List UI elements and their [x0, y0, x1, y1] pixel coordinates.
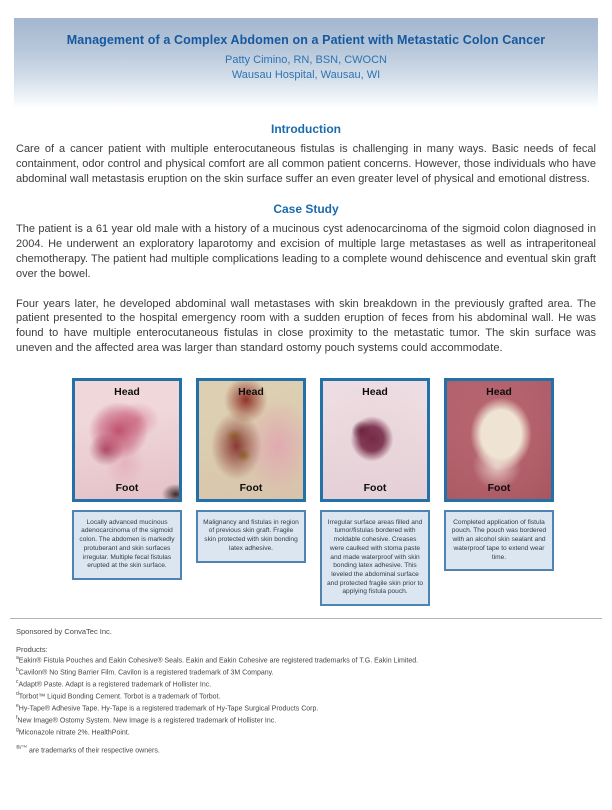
figure-caption-4: Completed application of fistula pouch. The pouch was bordered with an alcohol skin sealant and waterproof tape to extend wear time.	[444, 510, 554, 572]
poster-body	[16, 122, 596, 356]
trademark-symbols: ®/™	[16, 745, 28, 752]
foot-label: Foot	[239, 481, 263, 494]
products-heading: Products:	[16, 645, 48, 655]
case-study-paragraph-1: The patient is a 61 year old male with a history of a mucinous cyst adenocarcinoma of the sigmoid colon diagnosed in 2004. He underwent an exploratory laparotomy and excision of multiple large metastases as well as intraperitoneal chemotherapy. The patient had multiple complications leading to a complete wound dehiscence and eventual skin graft over the bowel.	[16, 223, 596, 280]
figure-column-1	[72, 378, 182, 580]
product-line	[16, 690, 596, 702]
head-label: Head	[114, 385, 140, 398]
foot-label: Foot	[363, 481, 387, 494]
trademark-note	[16, 745, 596, 754]
product-line	[16, 666, 596, 678]
product-text: Eakin® Fistula Pouches and Eakin Cohesive® Seals. Eakin and Eakin Cohesive are registered trademarks of T.G. Eakin Limited.	[18, 657, 419, 665]
trademark-text: are trademarks of their respective owners.	[27, 747, 160, 755]
product-footnote-marker: d	[16, 691, 19, 698]
product-line	[16, 654, 596, 666]
poster-affiliation: Wausau Hospital, Wausau, WI	[231, 69, 381, 81]
section-heading-case-study: Case Study	[273, 202, 339, 217]
product-text: Hy-Tape® Adhesive Tape. Hy-Tape is a registered trademark of Hy-Tape Surgical Products Corp.	[18, 705, 319, 713]
foot-label: Foot	[115, 481, 139, 494]
section-heading-introduction: Introduction	[271, 122, 341, 136]
figure-column-4	[444, 378, 554, 572]
product-text: Miconazole nitrate 2%. HealthPoint.	[18, 729, 130, 737]
figure-strip	[72, 378, 612, 606]
figure-caption-2: Malignancy and fistulas in region of previous skin graft. Fragile skin protected with skin bonding latex adhesive.	[196, 510, 306, 563]
product-line	[16, 678, 596, 690]
clinical-photo-2	[196, 378, 306, 502]
footer-divider	[10, 618, 602, 619]
product-text: Cavilon® No Sting Barrier Film. Cavilon is a registered trademark of 3M Company.	[18, 669, 274, 677]
introduction-paragraph: Care of a cancer patient with multiple enterocutaneous fistulas is challenging in many ways. Basic needs of fecal containment, odor control and physical comfort are all common patient concerns. However, those individuals who have abdominal wall metastasis eruption on the skin surface suffer an even greater level of physical and emotional distress.	[16, 143, 596, 185]
product-text: New Image® Ostomy System. New Image is a registered trademark of Hollister Inc.	[17, 717, 277, 725]
head-label: Head	[362, 385, 388, 398]
footer	[16, 627, 596, 755]
product-line	[16, 726, 596, 738]
sponsor-note: Sponsored by ConvaTec Inc.	[16, 627, 112, 637]
clinical-photo-4	[444, 378, 554, 502]
product-footnote-marker: f	[16, 715, 18, 722]
product-text: Torbot™ Liquid Bonding Cement. Torbot is a trademark of Torbot.	[18, 693, 221, 701]
product-line	[16, 702, 596, 714]
poster-page	[0, 18, 612, 810]
product-line	[16, 714, 596, 726]
figure-caption-1: Locally advanced mucinous adenocarcinoma of the sigmoid colon. The abdomen is markedly protuberant and skin surfaces irregular. Multiple fecal fistulas erupted at the skin surface.	[72, 510, 182, 580]
product-footnote-marker: g	[16, 727, 19, 734]
product-footnote-marker: a	[16, 655, 19, 662]
foot-label: Foot	[487, 481, 511, 494]
figure-column-3	[320, 378, 430, 606]
header-band	[14, 18, 598, 108]
product-footnote-marker: e	[16, 703, 19, 710]
product-text: Adapt® Paste. Adapt is a registered trademark of Hollister Inc.	[18, 681, 212, 689]
head-label: Head	[238, 385, 264, 398]
poster-title: Management of a Complex Abdomen on a Patient with Metastatic Colon Cancer	[66, 33, 546, 47]
product-footnote-marker: b	[16, 667, 19, 674]
clinical-photo-1	[72, 378, 182, 502]
clinical-photo-3	[320, 378, 430, 502]
figure-column-2	[196, 378, 306, 563]
product-footnote-marker: c	[16, 679, 19, 686]
case-study-paragraph-2: Four years later, he developed abdominal wall metastases with skin breakdown in the previously grafted area. The patient presented to the hospital emergency room with a sudden eruption of feces from his abdominal wall. He was found to have multiple enterocutaneous fistulas in close proximity to the metastatic tumor. The skin surface was uneven and the affected area was larger than standard ostomy pouch systems could accommodate.	[16, 297, 596, 354]
head-label: Head	[486, 385, 512, 398]
poster-author: Patty Cimino, RN, BSN, CWOCN	[225, 54, 387, 66]
figure-caption-3: Irregular surface areas filled and tumor/fistulas bordered with moldable cohesive. Creases were caulked with stoma paste and made waterproof with skin bonding latex adhesive. This leveled the abdominal surface and protected fragile skin prior to applying fistula pouch.	[320, 510, 430, 606]
